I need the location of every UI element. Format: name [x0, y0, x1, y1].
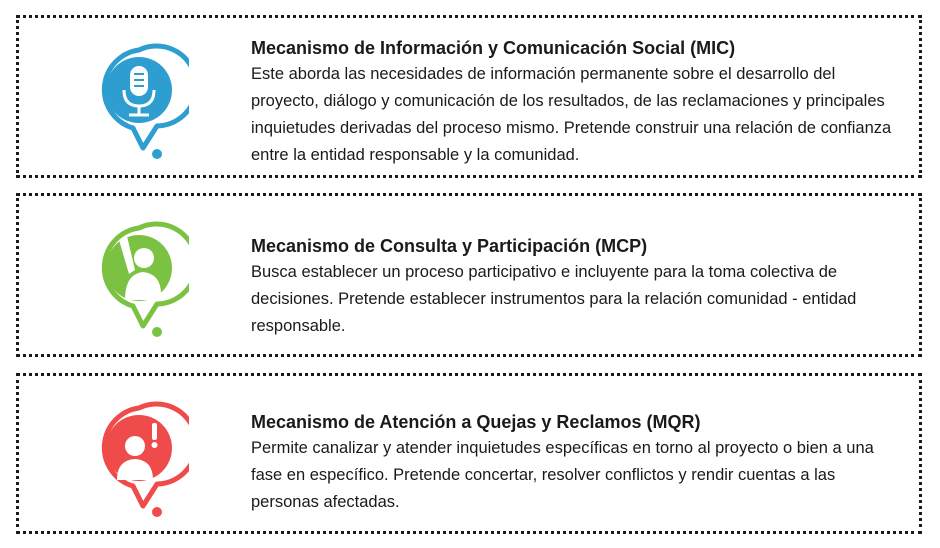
person-alert-icon [89, 396, 189, 526]
mechanism-description: Busca establecer un proceso participativo e incluyente para la toma colectiva de decisiones. Pretende establecer instrumentos para la relación comunidad - entidad responsable. [251, 263, 857, 335]
raised-hand-person-icon [89, 216, 189, 346]
mechanism-description: Este aborda las necesidades de información permanente sobre el desarrollo del proyecto, diálogo y comunicación de los resultados, de las reclamaciones y principales inquietudes derivadas del proceso mismo. Pretende construir una relación de confianza entre la entidad responsable y la comunidad. [251, 65, 892, 164]
mechanism-card-mcp [16, 193, 922, 357]
mechanism-text [251, 35, 899, 169]
mechanism-text [251, 233, 899, 340]
mechanism-card-mqr [16, 373, 922, 534]
mechanism-description: Permite canalizar y atender inquietudes específicas en torno al proyecto o bien a una fase en específico. Pretende concertar, resolver conflictos y rendir cuentas a las personas afectadas. [251, 439, 874, 511]
mechanism-title: Mecanismo de Atención a Quejas y Reclamos (MQR) [251, 412, 701, 432]
mechanism-card-mic [16, 15, 922, 178]
microphone-icon [89, 38, 189, 168]
mechanism-text [251, 409, 899, 516]
mechanism-title: Mecanismo de Consulta y Participación (MCP) [251, 236, 648, 256]
mechanism-title: Mecanismo de Información y Comunicación Social (MIC) [251, 38, 736, 58]
